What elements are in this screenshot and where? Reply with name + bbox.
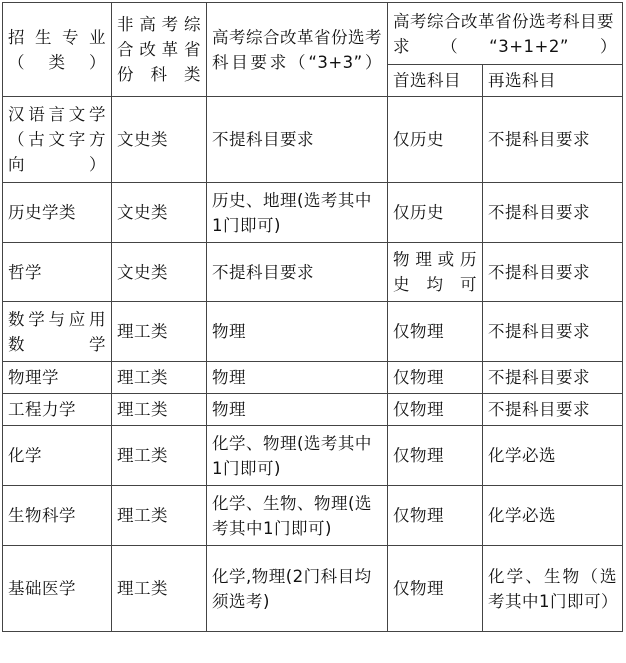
header-reform-312-requirement: 高考综合改革省份选考科目要求（“3+1+2”） xyxy=(388,3,623,65)
cell-major: 工程力学 xyxy=(3,394,112,426)
cell-major: 化学 xyxy=(3,426,112,486)
table-row xyxy=(3,97,623,183)
cell-category: 理工类 xyxy=(112,426,207,486)
cell-second-subject: 不提科目要求 xyxy=(483,97,623,183)
cell-req-33: 化学、生物、物理(选考其中1门即可) xyxy=(207,486,388,546)
cell-req-33: 历史、地理(选考其中1门即可) xyxy=(207,183,388,243)
cell-first-subject: 仅物理 xyxy=(388,394,483,426)
cell-req-33: 物理 xyxy=(207,362,388,394)
cell-second-subject: 化学必选 xyxy=(483,426,623,486)
cell-category: 理工类 xyxy=(112,302,207,362)
subject-requirements-table xyxy=(2,2,623,632)
table-row xyxy=(3,302,623,362)
table-row xyxy=(3,394,623,426)
table-row xyxy=(3,183,623,243)
table-row xyxy=(3,486,623,546)
table-row xyxy=(3,362,623,394)
cell-first-subject: 仅物理 xyxy=(388,546,483,632)
header-major: 招生专业（类） xyxy=(3,3,112,97)
cell-category: 理工类 xyxy=(112,486,207,546)
cell-second-subject: 不提科目要求 xyxy=(483,243,623,302)
table-row xyxy=(3,426,623,486)
header-second-subject: 再选科目 xyxy=(483,65,623,97)
header-non-reform-category: 非高考综合改革省份科类 xyxy=(112,3,207,97)
cell-major: 数学与应用数学 xyxy=(3,302,112,362)
cell-first-subject: 仅物理 xyxy=(388,362,483,394)
cell-first-subject: 仅物理 xyxy=(388,302,483,362)
cell-major: 基础医学 xyxy=(3,546,112,632)
header-reform-33-requirement: 高考综合改革省份选考科目要求（“3+3”） xyxy=(207,3,388,97)
cell-category: 理工类 xyxy=(112,394,207,426)
cell-req-33: 不提科目要求 xyxy=(207,243,388,302)
cell-first-subject: 物理或历史均可 xyxy=(388,243,483,302)
header-first-subject: 首选科目 xyxy=(388,65,483,97)
cell-major: 生物科学 xyxy=(3,486,112,546)
cell-second-subject: 不提科目要求 xyxy=(483,183,623,243)
cell-category: 理工类 xyxy=(112,362,207,394)
cell-first-subject: 仅物理 xyxy=(388,486,483,546)
cell-req-33: 化学、物理(选考其中1门即可) xyxy=(207,426,388,486)
cell-first-subject: 仅物理 xyxy=(388,426,483,486)
table-row xyxy=(3,243,623,302)
cell-major: 哲学 xyxy=(3,243,112,302)
cell-major: 物理学 xyxy=(3,362,112,394)
cell-req-33: 不提科目要求 xyxy=(207,97,388,183)
cell-category: 理工类 xyxy=(112,546,207,632)
table-row xyxy=(3,546,623,632)
cell-second-subject: 不提科目要求 xyxy=(483,302,623,362)
cell-category: 文史类 xyxy=(112,183,207,243)
cell-second-subject: 化学必选 xyxy=(483,486,623,546)
cell-req-33: 化学,物理(2门科目均须选考) xyxy=(207,546,388,632)
cell-second-subject: 不提科目要求 xyxy=(483,394,623,426)
cell-req-33: 物理 xyxy=(207,394,388,426)
cell-second-subject: 不提科目要求 xyxy=(483,362,623,394)
cell-req-33: 物理 xyxy=(207,302,388,362)
cell-first-subject: 仅历史 xyxy=(388,183,483,243)
cell-second-subject: 化学、生物（选考其中1门即可） xyxy=(483,546,623,632)
cell-major: 汉语言文学（古文字方向） xyxy=(3,97,112,183)
cell-first-subject: 仅历史 xyxy=(388,97,483,183)
cell-category: 文史类 xyxy=(112,243,207,302)
cell-category: 文史类 xyxy=(112,97,207,183)
cell-major: 历史学类 xyxy=(3,183,112,243)
